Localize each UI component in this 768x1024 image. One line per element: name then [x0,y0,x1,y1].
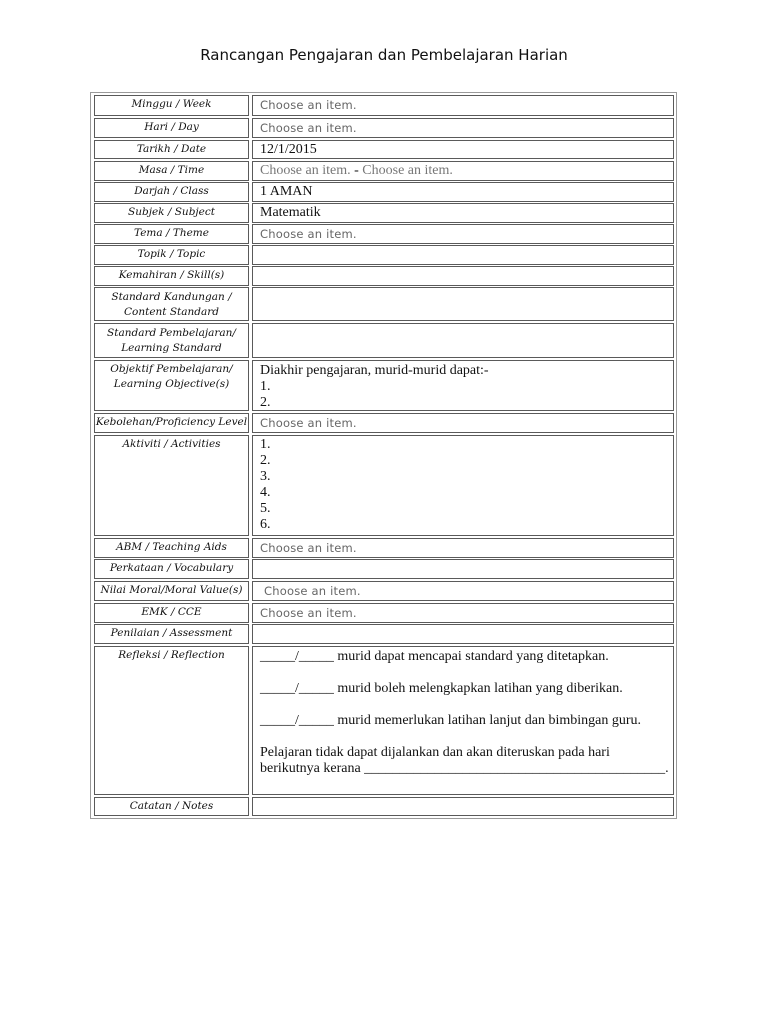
activity-item-5: 5. [260,501,271,516]
activity-item-3: 3. [260,469,271,484]
cce-dropdown[interactable]: Choose an item. [260,606,357,620]
date-field[interactable]: 12/1/2015 [252,140,674,159]
day-field[interactable] [252,118,674,138]
time-field[interactable] [252,161,674,181]
reflection-line-4b: berikutnya kerana ___________________________________________. [260,761,669,776]
time-end-dropdown[interactable]: Choose an item. [362,163,453,178]
day-dropdown[interactable]: Choose an item. [260,121,357,135]
cce-field[interactable] [252,603,674,623]
week-dropdown[interactable]: Choose an item. [260,98,357,112]
proficiency-dropdown[interactable]: Choose an item. [260,416,357,430]
moral-value-dropdown[interactable]: Choose an item. [264,584,361,598]
teaching-aids-label: ABM / Teaching Aids [94,538,249,558]
reflection-label: Refleksi / Reflection [94,646,249,795]
reflection-line-3: _____/_____ murid memerlukan latihan lanjut dan bimbingan guru. [260,713,642,728]
activity-item-2: 2. [260,453,271,468]
time-separator: - [350,163,363,178]
subject-field[interactable]: Matematik [252,203,674,223]
day-label: Hari / Day [94,118,249,138]
objective-field[interactable] [252,360,674,411]
activities-field[interactable] [252,435,674,536]
activities-label: Aktiviti / Activities [94,435,249,536]
skill-label: Kemahiran / Skill(s) [94,266,249,286]
reflection-line-2: _____/_____ murid boleh melengkapkan latihan yang diberikan. [260,681,623,696]
class-label: Darjah / Class [94,182,249,202]
reflection-field[interactable] [252,646,674,795]
notes-label: Catatan / Notes [94,797,249,816]
theme-dropdown[interactable]: Choose an item. [260,227,357,241]
objective-label-line2: Learning Objective(s) [113,378,230,390]
moral-value-label: Nilai Moral/Moral Value(s) [94,581,249,601]
theme-field[interactable] [252,224,674,244]
activity-item-6: 6. [260,517,271,532]
skill-field[interactable] [252,266,674,286]
vocabulary-label: Perkataan / Vocabulary [94,559,249,579]
time-label: Masa / Time [94,161,249,181]
topic-field[interactable] [252,245,674,265]
content-standard-label-line2: Content Standard [123,306,220,318]
objective-item-2: 2. [260,395,271,410]
assessment-label: Penilaian / Assessment [94,624,249,644]
theme-label: Tema / Theme [94,224,249,244]
notes-field[interactable] [252,797,674,816]
objective-label-line1: Objektif Pembelajaran/ [110,363,233,375]
teaching-aids-dropdown[interactable]: Choose an item. [260,541,357,555]
class-field[interactable]: 1 AMAN [252,182,674,202]
activity-item-1: 1. [260,437,271,452]
teaching-aids-field[interactable] [252,538,674,558]
date-label: Tarikh / Date [94,140,249,159]
vocabulary-field[interactable] [252,559,674,579]
learning-standard-label [94,323,249,358]
reflection-line-1: _____/_____ murid dapat mencapai standard yang ditetapkan. [260,649,609,664]
learning-standard-label-line1: Standard Pembelajaran/ [107,327,236,339]
week-field[interactable] [252,95,674,116]
activity-item-4: 4. [260,485,271,500]
subject-label: Subjek / Subject [94,203,249,223]
moral-value-field[interactable] [252,581,674,601]
learning-standard-field[interactable] [252,323,674,358]
topic-label: Topik / Topic [94,245,249,265]
assessment-field[interactable] [252,624,674,644]
proficiency-field[interactable] [252,413,674,433]
content-standard-label [94,287,249,321]
content-standard-label-line1: Standard Kandungan / [111,291,232,303]
objective-intro: Diakhir pengajaran, murid-murid dapat:- [260,363,489,378]
time-start-dropdown[interactable]: Choose an item. [260,163,351,178]
learning-standard-label-line2: Learning Standard [121,342,222,354]
document-title: Rancangan Pengajaran dan Pembelajaran Harian [200,46,568,64]
reflection-line-4a: Pelajaran tidak dapat dijalankan dan akan diteruskan pada hari [260,745,610,760]
objective-label [94,360,249,411]
content-standard-field[interactable] [252,287,674,321]
objective-item-1: 1. [260,379,271,394]
week-label: Minggu / Week [94,95,249,116]
proficiency-label: Kebolehan/Proficiency Level [94,413,249,433]
cce-label: EMK / CCE [94,603,249,623]
